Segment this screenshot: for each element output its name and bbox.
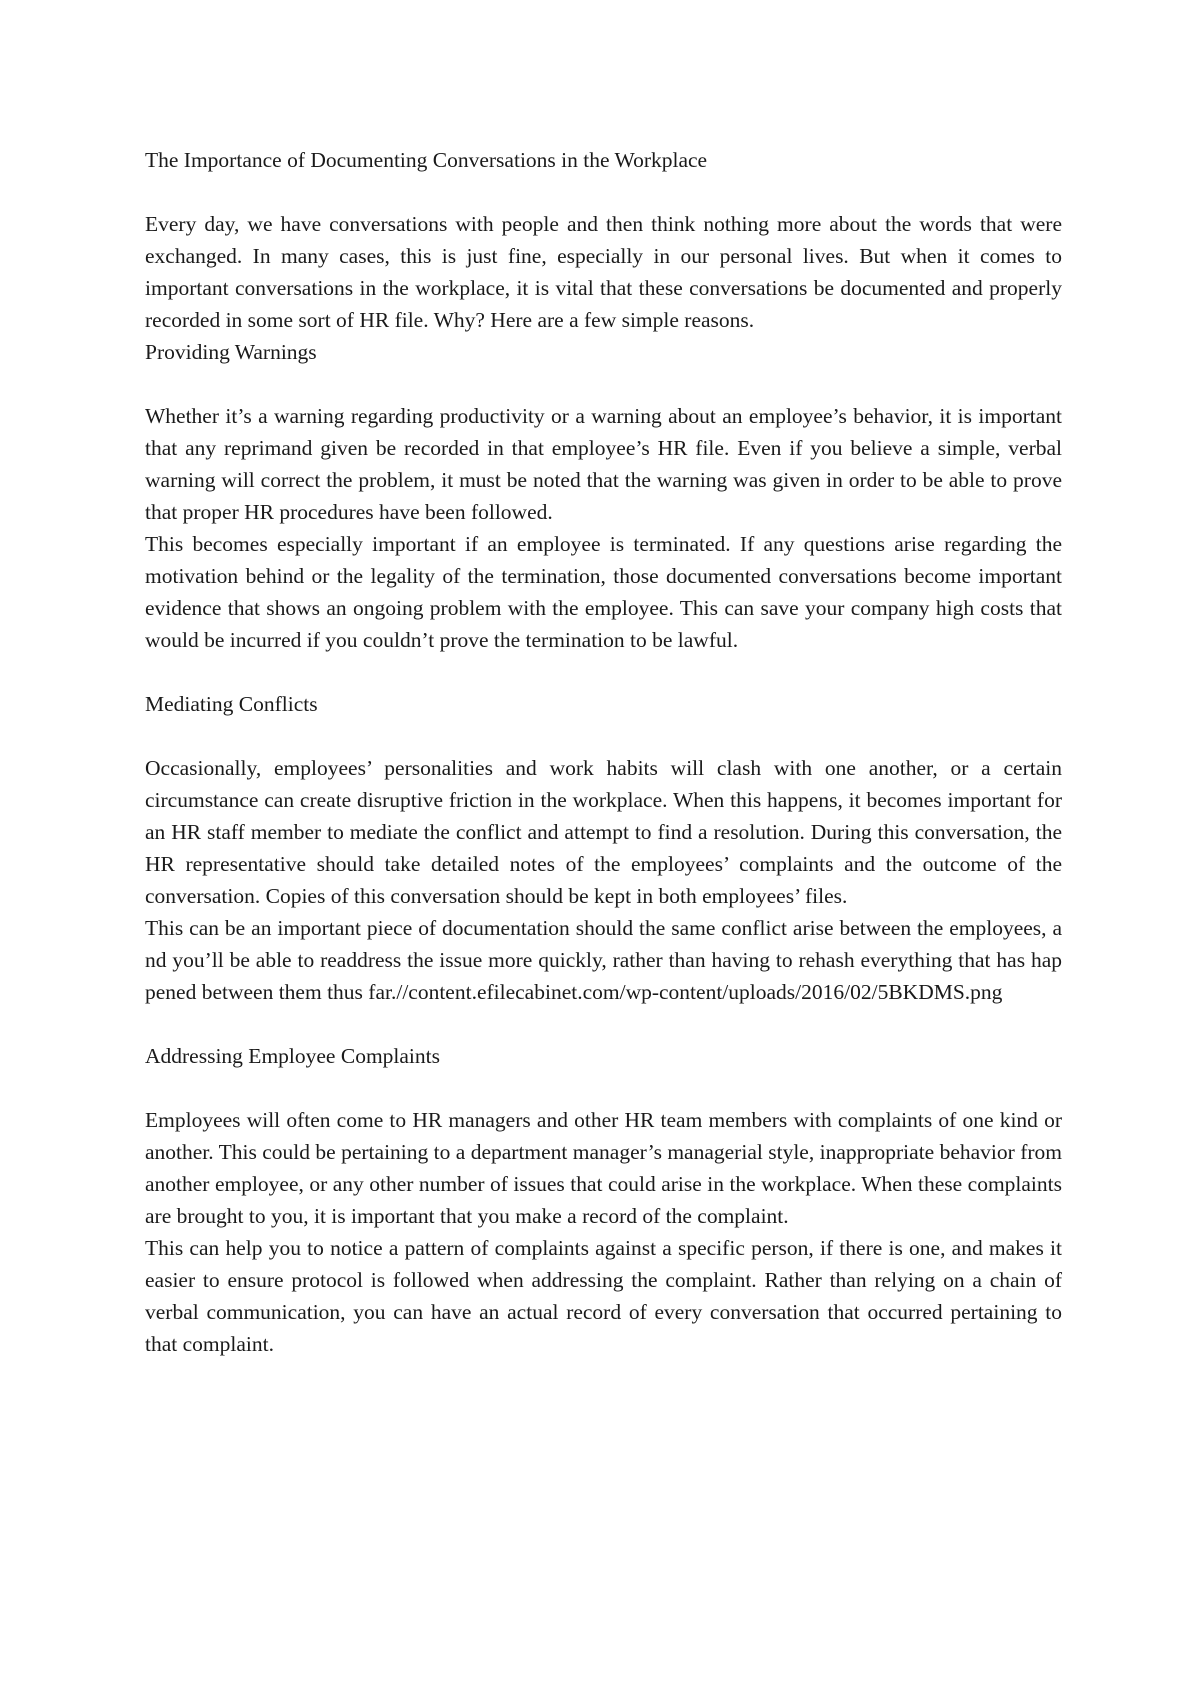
section-paragraph: Occasionally, employees’ personalities and work habits will clash with one another, or a certain circumstance can create disruptive friction in the workplace. When this happens, it becomes important for an HR staff member to mediate the conflict and attempt to find a resolution. During this conversation, the HR representative should take detailed notes of the employees’ complaints and the outcome of the conversation. Copies of this conversation should be kept in both employees’ files. [145,756,1062,908]
section-paragraph: Whether it’s a warning regarding productivity or a warning about an employee’s behavior, it is important that any reprimand given be recorded in that employee’s HR file. Even if you believe a simple, verbal warning will correct the problem, it must be noted that the warning was given in order to be able to prove that proper HR procedures have been followed. [145,404,1062,524]
section-addressing-employee-complaints [145,1040,1062,1360]
section-providing-warnings [145,336,1062,656]
intro-paragraph: Every day, we have conversations with people and then think nothing more about the words that were exchanged. In many cases, this is just fine, especially in our personal lives. But when it comes to important conversations in the workplace, it is vital that these conversations be documented and properly recorded in some sort of HR file. Why? Here are a few simple reasons. [145,212,1062,332]
document-page [145,144,1062,1360]
document-title: The Importance of Documenting Conversations in the Workplace [145,148,708,172]
section-mediating-conflicts [145,688,1062,1008]
section-paragraph: This can be an important piece of documentation should the same conflict arise between the employees, and you’ll be able to readdress the issue more quickly, rather than having to rehash everything that has happened between them thus far.//content.efilecabinet.com/wp-content/uploads/2016/02/5BKDMS.png [145,916,1062,1004]
section-heading: Addressing Employee Complaints [145,1044,440,1068]
section-heading: Providing Warnings [145,340,317,364]
section-paragraph: This becomes especially important if an employee is terminated. If any questions arise regarding the motivation behind or the legality of the termination, those documented conversations become important evidence that shows an ongoing problem with the employee. This can save your company high costs that would be incurred if you couldn’t prove the termination to be lawful. [145,532,1062,652]
section-paragraph: Employees will often come to HR managers and other HR team members with complaints of one kind or another. This could be pertaining to a department manager’s managerial style, inappropriate behavior from another employee, or any other number of issues that could arise in the workplace. When these complaints are brought to you, it is important that you make a record of the complaint. [145,1108,1062,1228]
section-heading: Mediating Conflicts [145,692,318,716]
section-paragraph: This can help you to notice a pattern of complaints against a specific person, if there is one, and makes it easier to ensure protocol is followed when addressing the complaint. Rather than relying on a chain of verbal communication, you can have an actual record of every conversation that occurred pertaining to that complaint. [145,1236,1062,1356]
